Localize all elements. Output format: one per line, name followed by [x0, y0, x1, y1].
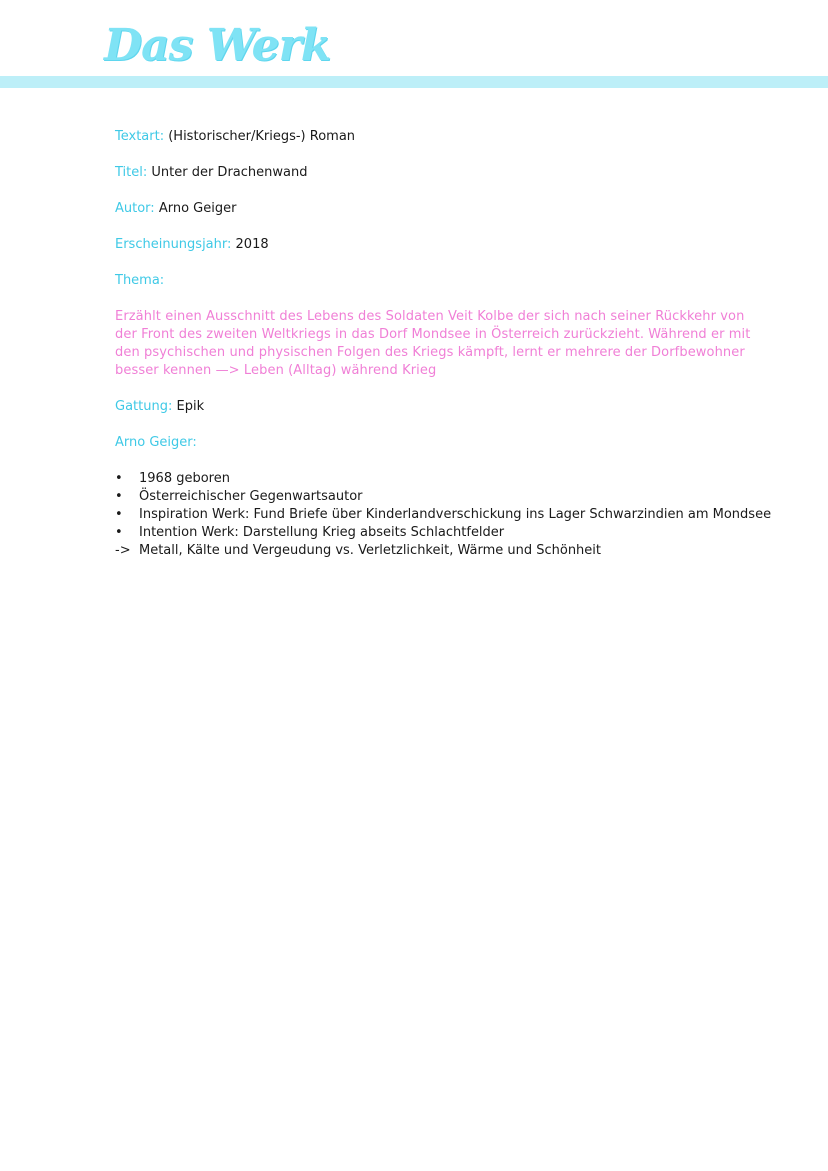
list-item — [115, 542, 795, 560]
field-autor — [115, 200, 795, 218]
header-divider-bar — [0, 76, 828, 88]
list-item-text: Österreichischer Gegenwartsautor — [139, 489, 363, 504]
field-label-gattung: Gattung: — [115, 399, 173, 414]
field-value-erscheinungsjahr: 2018 — [231, 237, 269, 252]
author-facts-list — [115, 470, 795, 560]
list-item — [115, 488, 795, 506]
list-item-text: 1968 geboren — [139, 471, 230, 486]
list-item — [115, 470, 795, 488]
field-value-autor: Arno Geiger — [154, 201, 237, 216]
field-thema — [115, 272, 795, 290]
thema-paragraph: Erzählt einen Ausschnitt des Lebens des Soldaten Veit Kolbe der sich nach seiner Rückkehr von der Front des zweiten Weltkriegs in das Dorf Mondsee in Österreich zurückzieht. Während er mit den psychischen und physischen Folgen des Kriegs kämpft, lernt er mehrere der Dorfbewohner besser kennen —> Leben (Alltag) während Krieg — [115, 309, 751, 378]
field-label-autor: Autor: — [115, 201, 155, 216]
field-value-titel: Unter der Drachenwand — [147, 165, 308, 180]
list-item-text: Inspiration Werk: Fund Briefe über Kinderlandverschickung ins Lager Schwarzindien am Mondsee — [139, 507, 772, 522]
bullet-marker: • — [115, 525, 123, 540]
field-label-titel: Titel: — [115, 165, 148, 180]
bullet-marker: • — [115, 489, 123, 504]
page-title: Das Werk — [104, 20, 331, 71]
list-item-text: Intention Werk: Darstellung Krieg abseits Schlachtfelder — [139, 525, 505, 540]
field-titel — [115, 164, 795, 182]
field-label-arno-geiger: Arno Geiger: — [115, 435, 197, 450]
field-label-textart: Textart: — [115, 129, 165, 144]
field-value-textart: (Historischer/Kriegs-) Roman — [164, 129, 356, 144]
bullet-marker: • — [115, 471, 123, 486]
bullet-marker: • — [115, 507, 123, 522]
list-item — [115, 524, 795, 542]
field-erscheinungsjahr — [115, 236, 795, 254]
field-value-gattung: Epik — [172, 399, 205, 414]
list-item-text: Metall, Kälte und Vergeudung vs. Verletzlichkeit, Wärme und Schönheit — [139, 543, 602, 558]
field-textart — [115, 128, 795, 146]
field-arno-geiger — [115, 434, 795, 452]
field-label-erscheinungsjahr: Erscheinungsjahr: — [115, 237, 232, 252]
field-gattung — [115, 398, 795, 416]
document-content — [115, 128, 795, 560]
list-item — [115, 506, 795, 524]
field-label-thema: Thema: — [115, 273, 165, 288]
arrow-marker: -> — [115, 543, 131, 558]
